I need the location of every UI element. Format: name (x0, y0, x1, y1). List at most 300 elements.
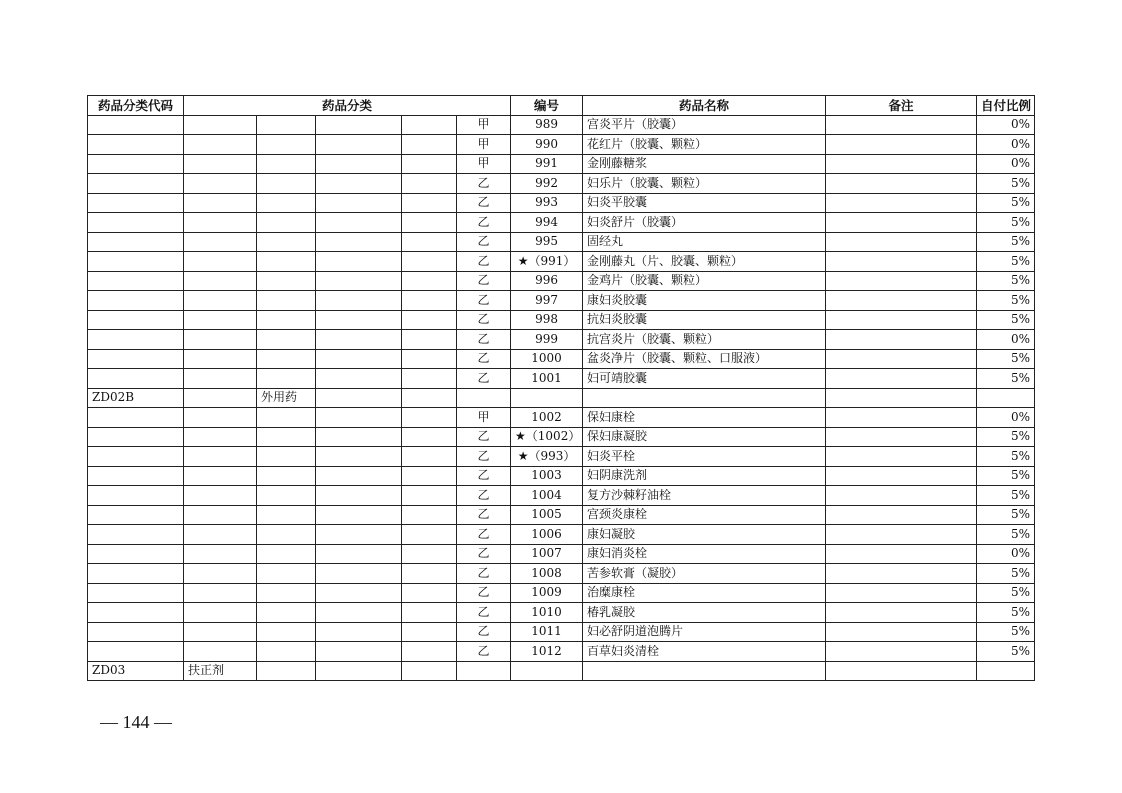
cell-ratio: 5% (977, 603, 1035, 623)
header-name: 药品名称 (583, 96, 826, 116)
cell-category-2 (257, 525, 316, 545)
cell-category-3 (316, 505, 402, 525)
table-row (88, 447, 1035, 467)
cell-category-3 (316, 330, 402, 350)
cell-category-4 (402, 603, 457, 623)
cell-code: ZD02B (88, 388, 184, 408)
cell-category-2 (257, 232, 316, 252)
cell-ratio: 5% (977, 525, 1035, 545)
cell-level (457, 661, 511, 681)
cell-name: 复方沙棘籽油栓 (583, 486, 826, 506)
cell-remark (826, 291, 977, 311)
cell-category-2 (257, 369, 316, 389)
table-row (88, 213, 1035, 233)
cell-category-1 (184, 349, 257, 369)
cell-code (88, 310, 184, 330)
cell-remark (826, 115, 977, 135)
cell-category-4 (402, 252, 457, 272)
cell-ratio: 5% (977, 642, 1035, 662)
cell-ratio: 5% (977, 174, 1035, 194)
cell-category-1 (184, 115, 257, 135)
table-row (88, 388, 1035, 408)
cell-category-4 (402, 622, 457, 642)
cell-code (88, 525, 184, 545)
cell-category-4 (402, 115, 457, 135)
header-code: 药品分类代码 (88, 96, 184, 116)
cell-category-3 (316, 564, 402, 584)
table-row (88, 642, 1035, 662)
cell-code (88, 135, 184, 155)
cell-remark (826, 388, 977, 408)
cell-name: 金鸡片（胶囊、颗粒） (583, 271, 826, 291)
cell-level: 甲 (457, 154, 511, 174)
table-row (88, 310, 1035, 330)
cell-name: 康妇消炎栓 (583, 544, 826, 564)
cell-number: 1002 (511, 408, 583, 428)
cell-level: 乙 (457, 349, 511, 369)
cell-level: 乙 (457, 193, 511, 213)
cell-code (88, 154, 184, 174)
table-row (88, 349, 1035, 369)
cell-remark (826, 427, 977, 447)
cell-ratio: 0% (977, 115, 1035, 135)
cell-category-1 (184, 388, 257, 408)
cell-category-4 (402, 349, 457, 369)
cell-category-2 (257, 564, 316, 584)
cell-number: 991 (511, 154, 583, 174)
cell-code (88, 252, 184, 272)
cell-remark (826, 642, 977, 662)
cell-category-3 (316, 271, 402, 291)
cell-category-4 (402, 564, 457, 584)
cell-category-2 (257, 505, 316, 525)
cell-code: ZD03 (88, 661, 184, 681)
cell-ratio: 5% (977, 291, 1035, 311)
cell-category-2 (257, 622, 316, 642)
cell-code (88, 330, 184, 350)
cell-number: 990 (511, 135, 583, 155)
cell-category-3 (316, 603, 402, 623)
cell-level: 甲 (457, 408, 511, 428)
cell-category-4 (402, 174, 457, 194)
cell-number: 1006 (511, 525, 583, 545)
table-row (88, 603, 1035, 623)
cell-remark (826, 466, 977, 486)
cell-category-3 (316, 466, 402, 486)
cell-ratio: 0% (977, 408, 1035, 428)
cell-number: 1011 (511, 622, 583, 642)
cell-category-1 (184, 252, 257, 272)
cell-ratio: 5% (977, 349, 1035, 369)
cell-category-1 (184, 232, 257, 252)
cell-category-1: 扶正剂 (184, 661, 257, 681)
cell-level: 乙 (457, 213, 511, 233)
cell-number: 1010 (511, 603, 583, 623)
cell-category-4 (402, 525, 457, 545)
table-row (88, 661, 1035, 681)
cell-code (88, 232, 184, 252)
cell-ratio: 0% (977, 330, 1035, 350)
cell-code (88, 193, 184, 213)
cell-name: 妇阴康洗剂 (583, 466, 826, 486)
cell-remark (826, 603, 977, 623)
cell-category-1 (184, 564, 257, 584)
cell-remark (826, 310, 977, 330)
cell-code (88, 622, 184, 642)
cell-category-3 (316, 135, 402, 155)
cell-category-3 (316, 642, 402, 662)
cell-code (88, 408, 184, 428)
cell-name: 康妇炎胶囊 (583, 291, 826, 311)
cell-remark (826, 154, 977, 174)
table-body (88, 115, 1035, 681)
cell-number: 995 (511, 232, 583, 252)
cell-category-4 (402, 291, 457, 311)
cell-remark (826, 193, 977, 213)
cell-code (88, 174, 184, 194)
cell-level: 乙 (457, 564, 511, 584)
cell-remark (826, 525, 977, 545)
cell-category-3 (316, 427, 402, 447)
cell-category-2 (257, 271, 316, 291)
cell-category-1 (184, 642, 257, 662)
cell-category-3 (316, 232, 402, 252)
cell-category-2 (257, 330, 316, 350)
cell-category-3 (316, 252, 402, 272)
cell-category-2 (257, 349, 316, 369)
cell-code (88, 603, 184, 623)
cell-category-1 (184, 213, 257, 233)
cell-category-2 (257, 115, 316, 135)
cell-name: 保妇康凝胶 (583, 427, 826, 447)
cell-code (88, 505, 184, 525)
cell-category-2 (257, 583, 316, 603)
table-row (88, 291, 1035, 311)
page-number: — 144 — (100, 712, 172, 732)
cell-number: 1004 (511, 486, 583, 506)
cell-code (88, 369, 184, 389)
cell-remark (826, 213, 977, 233)
cell-code (88, 583, 184, 603)
cell-category-4 (402, 369, 457, 389)
cell-category-2 (257, 408, 316, 428)
cell-category-2 (257, 427, 316, 447)
cell-category-4 (402, 661, 457, 681)
table-row (88, 583, 1035, 603)
cell-name: 金刚藤丸（片、胶囊、颗粒） (583, 252, 826, 272)
cell-category-2 (257, 642, 316, 662)
table-row (88, 369, 1035, 389)
cell-category-2 (257, 213, 316, 233)
cell-category-1 (184, 369, 257, 389)
cell-ratio: 5% (977, 427, 1035, 447)
cell-level: 乙 (457, 174, 511, 194)
cell-level: 乙 (457, 486, 511, 506)
cell-ratio: 0% (977, 135, 1035, 155)
cell-ratio: 0% (977, 154, 1035, 174)
cell-ratio: 5% (977, 213, 1035, 233)
cell-level: 甲 (457, 135, 511, 155)
cell-number: 1001 (511, 369, 583, 389)
cell-ratio: 5% (977, 369, 1035, 389)
cell-number (511, 388, 583, 408)
cell-category-2 (257, 291, 316, 311)
cell-category-4 (402, 310, 457, 330)
cell-code (88, 115, 184, 135)
cell-remark (826, 369, 977, 389)
cell-ratio: 5% (977, 622, 1035, 642)
cell-category-3 (316, 291, 402, 311)
cell-category-3 (316, 388, 402, 408)
cell-level: 乙 (457, 505, 511, 525)
cell-category-3 (316, 661, 402, 681)
cell-remark (826, 544, 977, 564)
cell-number: 999 (511, 330, 583, 350)
cell-category-4 (402, 213, 457, 233)
cell-number: 992 (511, 174, 583, 194)
table-row (88, 486, 1035, 506)
cell-category-3 (316, 115, 402, 135)
cell-number: 993 (511, 193, 583, 213)
cell-category-2 (257, 661, 316, 681)
cell-ratio: 5% (977, 271, 1035, 291)
cell-level: 甲 (457, 115, 511, 135)
cell-category-4 (402, 135, 457, 155)
cell-category-2 (257, 174, 316, 194)
cell-remark (826, 486, 977, 506)
cell-category-2 (257, 544, 316, 564)
cell-category-1 (184, 271, 257, 291)
cell-name: 抗妇炎胶囊 (583, 310, 826, 330)
table-row (88, 564, 1035, 584)
cell-category-4 (402, 232, 457, 252)
cell-code (88, 427, 184, 447)
cell-level: 乙 (457, 466, 511, 486)
cell-name: 宫炎平片（胶囊） (583, 115, 826, 135)
table-row (88, 154, 1035, 174)
cell-number: 997 (511, 291, 583, 311)
cell-name: 金刚藤糖浆 (583, 154, 826, 174)
cell-category-2 (257, 135, 316, 155)
cell-category-3 (316, 583, 402, 603)
cell-remark (826, 505, 977, 525)
cell-name: 抗宫炎片（胶囊、颗粒） (583, 330, 826, 350)
cell-category-4 (402, 193, 457, 213)
cell-number: 1007 (511, 544, 583, 564)
cell-category-3 (316, 447, 402, 467)
table-row (88, 466, 1035, 486)
cell-category-1 (184, 135, 257, 155)
cell-name: 妇炎平栓 (583, 447, 826, 467)
table-row (88, 622, 1035, 642)
cell-category-4 (402, 447, 457, 467)
cell-ratio (977, 388, 1035, 408)
table-row (88, 427, 1035, 447)
cell-category-1 (184, 505, 257, 525)
cell-name: 妇炎平胶囊 (583, 193, 826, 213)
cell-name: 治糜康栓 (583, 583, 826, 603)
cell-category-2: 外用药 (257, 388, 316, 408)
cell-category-1 (184, 447, 257, 467)
header-number: 编号 (511, 96, 583, 116)
cell-ratio: 5% (977, 466, 1035, 486)
cell-number: 994 (511, 213, 583, 233)
cell-remark (826, 135, 977, 155)
cell-ratio: 5% (977, 310, 1035, 330)
table-row (88, 193, 1035, 213)
cell-number: 1009 (511, 583, 583, 603)
cell-category-1 (184, 583, 257, 603)
cell-ratio: 5% (977, 505, 1035, 525)
cell-level: 乙 (457, 525, 511, 545)
cell-category-1 (184, 291, 257, 311)
table-row (88, 505, 1035, 525)
cell-category-4 (402, 544, 457, 564)
cell-level: 乙 (457, 232, 511, 252)
cell-category-1 (184, 466, 257, 486)
cell-ratio: 5% (977, 193, 1035, 213)
cell-category-3 (316, 310, 402, 330)
cell-category-3 (316, 154, 402, 174)
cell-category-4 (402, 154, 457, 174)
cell-number: ★（993） (511, 447, 583, 467)
cell-ratio: 5% (977, 252, 1035, 272)
cell-name: 宫颈炎康栓 (583, 505, 826, 525)
cell-code (88, 466, 184, 486)
cell-ratio: 5% (977, 583, 1035, 603)
cell-level: 乙 (457, 642, 511, 662)
cell-remark (826, 564, 977, 584)
cell-number: 989 (511, 115, 583, 135)
cell-name: 花红片（胶囊、颗粒） (583, 135, 826, 155)
cell-name: 椿乳凝胶 (583, 603, 826, 623)
cell-number: 996 (511, 271, 583, 291)
cell-remark (826, 271, 977, 291)
cell-category-1 (184, 486, 257, 506)
cell-number: 1008 (511, 564, 583, 584)
cell-number (511, 661, 583, 681)
cell-code (88, 213, 184, 233)
cell-name: 固经丸 (583, 232, 826, 252)
cell-category-3 (316, 174, 402, 194)
table-row (88, 544, 1035, 564)
cell-code (88, 349, 184, 369)
cell-ratio: 5% (977, 564, 1035, 584)
cell-category-1 (184, 525, 257, 545)
cell-remark (826, 583, 977, 603)
cell-level: 乙 (457, 427, 511, 447)
cell-level: 乙 (457, 622, 511, 642)
cell-name (583, 388, 826, 408)
cell-category-1 (184, 154, 257, 174)
cell-name: 妇可靖胶囊 (583, 369, 826, 389)
cell-name: 康妇凝胶 (583, 525, 826, 545)
cell-category-4 (402, 505, 457, 525)
table-row (88, 408, 1035, 428)
cell-category-1 (184, 427, 257, 447)
cell-remark (826, 661, 977, 681)
cell-ratio (977, 661, 1035, 681)
cell-category-2 (257, 486, 316, 506)
cell-name: 苦参软膏（凝胶） (583, 564, 826, 584)
table-row (88, 232, 1035, 252)
cell-code (88, 564, 184, 584)
cell-category-3 (316, 525, 402, 545)
table-row (88, 525, 1035, 545)
cell-category-3 (316, 213, 402, 233)
cell-name: 妇炎舒片（胶囊） (583, 213, 826, 233)
drug-table (87, 95, 1035, 681)
cell-level: 乙 (457, 544, 511, 564)
cell-category-2 (257, 447, 316, 467)
cell-category-2 (257, 466, 316, 486)
cell-remark (826, 349, 977, 369)
cell-category-4 (402, 330, 457, 350)
cell-category-3 (316, 193, 402, 213)
cell-remark (826, 174, 977, 194)
cell-category-2 (257, 252, 316, 272)
cell-category-1 (184, 310, 257, 330)
table-row (88, 135, 1035, 155)
cell-category-3 (316, 486, 402, 506)
cell-category-2 (257, 310, 316, 330)
cell-number: 998 (511, 310, 583, 330)
cell-category-1 (184, 408, 257, 428)
table-row (88, 252, 1035, 272)
cell-name: 保妇康栓 (583, 408, 826, 428)
cell-category-2 (257, 154, 316, 174)
cell-category-4 (402, 583, 457, 603)
cell-category-2 (257, 193, 316, 213)
cell-remark (826, 622, 977, 642)
cell-code (88, 447, 184, 467)
cell-remark (826, 330, 977, 350)
table-header-row (88, 96, 1035, 116)
cell-category-1 (184, 622, 257, 642)
cell-category-4 (402, 388, 457, 408)
table-row (88, 271, 1035, 291)
cell-remark (826, 232, 977, 252)
cell-ratio: 5% (977, 486, 1035, 506)
cell-category-1 (184, 193, 257, 213)
cell-remark (826, 252, 977, 272)
table-row (88, 174, 1035, 194)
cell-code (88, 291, 184, 311)
cell-name: 百草妇炎清栓 (583, 642, 826, 662)
table-row (88, 115, 1035, 135)
cell-code (88, 271, 184, 291)
cell-name (583, 661, 826, 681)
cell-category-1 (184, 330, 257, 350)
cell-name: 盆炎净片（胶囊、颗粒、口服液） (583, 349, 826, 369)
cell-category-1 (184, 603, 257, 623)
cell-code (88, 486, 184, 506)
table-row (88, 330, 1035, 350)
cell-level: 乙 (457, 583, 511, 603)
cell-category-3 (316, 622, 402, 642)
cell-code (88, 642, 184, 662)
cell-ratio: 5% (977, 232, 1035, 252)
cell-category-4 (402, 408, 457, 428)
cell-level: 乙 (457, 603, 511, 623)
cell-category-4 (402, 486, 457, 506)
cell-ratio: 5% (977, 447, 1035, 467)
header-category: 药品分类 (184, 96, 511, 116)
cell-category-4 (402, 271, 457, 291)
cell-number: 1005 (511, 505, 583, 525)
cell-level: 乙 (457, 447, 511, 467)
cell-number: ★（1002） (511, 427, 583, 447)
